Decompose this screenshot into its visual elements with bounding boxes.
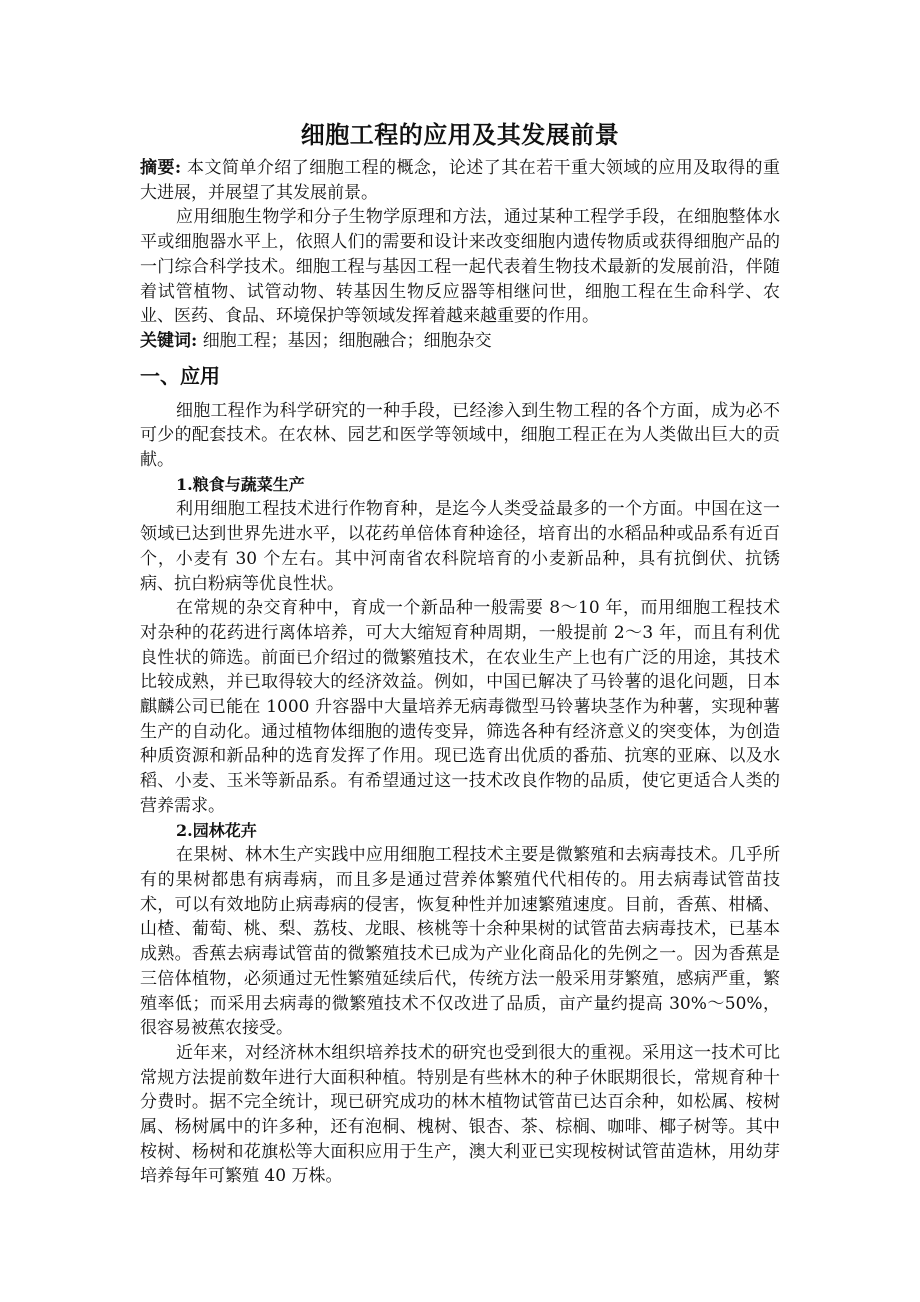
- abstract-paragraph: [140, 156, 780, 205]
- food-paragraph-1: 利用细胞工程技术进行作物育种，是迄今人类受益最多的一个方面。中国在这一领域已达到世界先进水平，以花药单倍体育种途径，培育出的水稻品种或品系有近百个，小麦有 30 个左右。其中河南省农科院培育的小麦新品种，具有抗倒伏、抗锈病、抗白粉病等优良性状。: [140, 499, 780, 594]
- garden-paragraph-1: 在果树、林木生产实践中应用细胞工程技术主要是微繁殖和去病毒技术。几乎所有的果树都患有病毒病，而且多是通过营养体繁殖代代相传的。用去病毒试管苗技术，可以有效地防止病毒病的侵害，恢复种性并加速繁殖速度。目前，香蕉、柑橘、山楂、葡萄、桃、梨、荔枝、龙眼、核桃等十余种果树的试管苗去病毒技术，已基本成熟。香蕉去病毒试管苗的微繁殖技术已成为产业化商品化的先例之一。因为香蕉是三倍体植物，必须通过无性繁殖延续后代，传统方法一般采用芽繁殖，感病严重，繁殖率低；而采用去病毒的微繁殖技术不仅改进了品质，亩产量约提高 30%～50%，很容易被蕉农接受。: [140, 845, 780, 1039]
- keywords-text: 细胞工程；基因；细胞融合；细胞杂交: [202, 330, 492, 351]
- keywords-label: 关键词:: [140, 330, 198, 351]
- document-page: [140, 118, 780, 1189]
- document-title: 细胞工程的应用及其发展前景: [300, 120, 620, 149]
- abstract-text: 本文简单介绍了细胞工程的概念，论述了其在若干重大领域的应用及取得的重大进展，并展望了其发展前景。: [140, 158, 780, 203]
- section-heading-application: 一、应用: [140, 363, 220, 388]
- subsection-heading-food: 1.粮食与蔬菜生产: [176, 474, 305, 494]
- section-intro-paragraph: 细胞工程作为科学研究的一种手段，已经渗入到生物工程的各个方面，成为必不可少的配套技术。在农林、园艺和医学等领域中，细胞工程正在为人类做出巨大的贡献。: [140, 400, 780, 471]
- intro-paragraph: 应用细胞生物学和分子生物学原理和方法，通过某种工程学手段，在细胞整体水平或细胞器水平上，依照人们的需要和设计来改变细胞内遗传物质或获得细胞产品的一门综合科学技术。细胞工程与基因工程一起代表着生物技术最新的发展前沿，伴随着试管植物、试管动物、转基因生物反应器等相继问世，细胞工程在生命科学、农业、医药、食品、环境保护等领域发挥着越来越重要的作用。: [140, 207, 780, 327]
- keywords-paragraph: [140, 329, 780, 354]
- garden-paragraph-2: 近年来，对经济林木组织培养技术的研究也受到很大的重视。采用这一技术可比常规方法提前数年进行大面积种植。特别是有些林木的种子休眠期很长，常规育种十分费时。据不完全统计，现已研究成功的林木植物试管苗已达百余种，如松属、桉树属、杨树属中的许多种，还有泡桐、槐树、银杏、茶、棕榈、咖啡、椰子树等。其中桉树、杨树和花旗松等大面积应用于生产，澳大利亚已实现桉树试管苗造林，用幼芽培养每年可繁殖 40 万株。: [140, 1042, 780, 1187]
- food-paragraph-2: 在常规的杂交育种中，育成一个新品种一般需要 8～10 年，而用细胞工程技术对杂种的花药进行离体培养，可大大缩短育种周期，一般提前 2～3 年，而且有利优良性状的筛选。前面已介绍过的微繁殖技术，在农业生产上也有广泛的用途，其技术比较成熟，并已取得较大的经济效益。例如，中国已解决了马铃薯的退化问题，日本麒麟公司已能在 1000 升容器中大量培养无病毒微型马铃薯块茎作为种薯，实现种薯生产的自动化。通过植物体细胞的遗传变异，筛选各种有经济意义的突变体，为创造种质资源和新品种的选育发挥了作用。现已选育出优质的番茄、抗寒的亚麻、以及水稻、小麦、玉米等新品系。有希望通过这一技术改良作物的品质，使它更适合人类的营养需求。: [140, 598, 780, 816]
- abstract-label: 摘要:: [140, 158, 182, 178]
- subsection-heading-garden: 2.园林花卉: [176, 820, 257, 840]
